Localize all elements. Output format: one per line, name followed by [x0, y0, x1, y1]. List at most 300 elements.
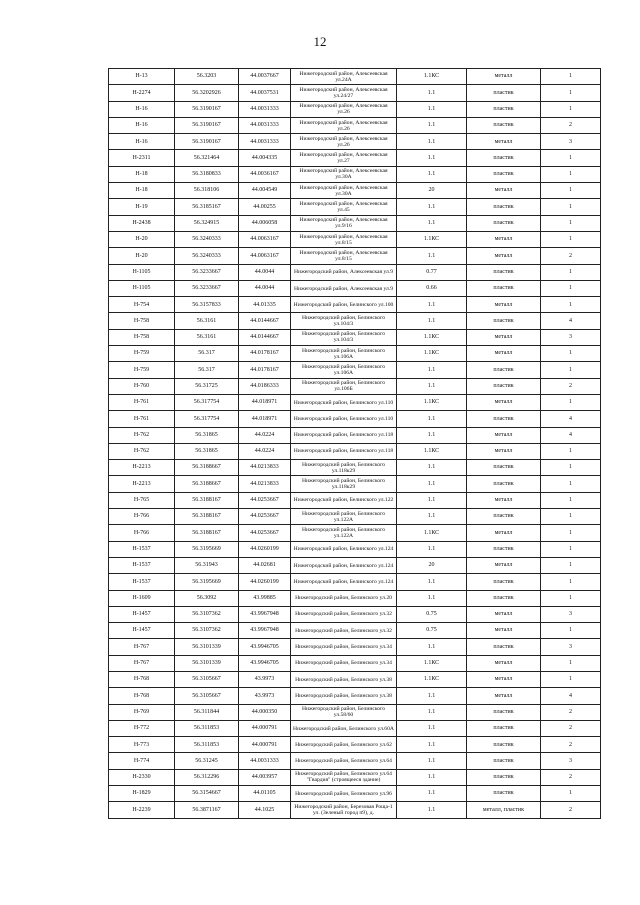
table-row: [109, 117, 601, 133]
count-cell: 1: [541, 671, 601, 687]
address-cell: Нижегородский район, Белинского ул.106А: [291, 362, 397, 378]
address-cell: Нижегородский район, Белинского ул.38: [291, 671, 397, 687]
longitude-cell: 43.9946705: [239, 655, 291, 671]
material-cell: металл: [467, 623, 541, 639]
site-id-cell: Н-766: [109, 509, 175, 525]
address-cell: Нижегородский район, Алексеевская ул.8/15: [291, 248, 397, 264]
site-id-cell: Н-16: [109, 117, 175, 133]
material-cell: металл: [467, 183, 541, 199]
site-id-cell: Н-16: [109, 134, 175, 150]
longitude-cell: 44.1025: [239, 802, 291, 818]
address-cell: Нижегородский район, Алексеевская ул.24А: [291, 69, 397, 85]
material-cell: металл: [467, 231, 541, 247]
latitude-cell: 56.324915: [175, 215, 239, 231]
volume-cell: 1.1: [397, 786, 467, 802]
latitude-cell: 56.3188167: [175, 492, 239, 508]
material-cell: пластик: [467, 590, 541, 606]
volume-cell: 1.1: [397, 737, 467, 753]
longitude-cell: 44.018971: [239, 411, 291, 427]
material-cell: пластик: [467, 150, 541, 166]
address-cell: Нижегородский район, Алексеевская ул.8/15: [291, 231, 397, 247]
site-id-cell: Н-768: [109, 688, 175, 704]
address-cell: Нижегородский район, Белинского ул.104/3: [291, 329, 397, 345]
table-row: [109, 101, 601, 117]
table-row: [109, 574, 601, 590]
count-cell: 1: [541, 166, 601, 182]
volume-cell: 1.1КС: [397, 443, 467, 459]
count-cell: 1: [541, 476, 601, 492]
longitude-cell: 44.0044: [239, 280, 291, 296]
latitude-cell: 56.31865: [175, 443, 239, 459]
volume-cell: 1.1: [397, 541, 467, 557]
volume-cell: 1.1КС: [397, 671, 467, 687]
longitude-cell: 44.0178167: [239, 362, 291, 378]
site-id-cell: Н-1537: [109, 574, 175, 590]
count-cell: 3: [541, 753, 601, 769]
table-row: [109, 557, 601, 573]
count-cell: 3: [541, 329, 601, 345]
latitude-cell: 56.312296: [175, 769, 239, 785]
longitude-cell: 44.0063167: [239, 231, 291, 247]
longitude-cell: 44.0037531: [239, 85, 291, 101]
material-cell: пластик: [467, 574, 541, 590]
material-cell: пластик: [467, 215, 541, 231]
latitude-cell: 56.317754: [175, 394, 239, 410]
address-cell: Нижегородский район, Белинского ул.106А: [291, 346, 397, 362]
address-cell: Нижегородский район, Белинского ул.118к29: [291, 476, 397, 492]
site-id-cell: Н-1105: [109, 280, 175, 296]
table-row: [109, 476, 601, 492]
count-cell: 1: [541, 346, 601, 362]
latitude-cell: 56.311853: [175, 720, 239, 736]
volume-cell: 0.77: [397, 264, 467, 280]
site-id-cell: Н-758: [109, 329, 175, 345]
count-cell: 1: [541, 460, 601, 476]
latitude-cell: 56.31725: [175, 378, 239, 394]
site-id-cell: Н-18: [109, 166, 175, 182]
address-cell: Нижегородский район, Белинского ул.124: [291, 574, 397, 590]
count-cell: 1: [541, 199, 601, 215]
material-cell: металл: [467, 557, 541, 573]
latitude-cell: 56.311853: [175, 737, 239, 753]
table-row: [109, 199, 601, 215]
address-cell: Нижегородский район, Белинского ул.38: [291, 688, 397, 704]
material-cell: пластик: [467, 509, 541, 525]
longitude-cell: 44.000791: [239, 737, 291, 753]
table-row: [109, 737, 601, 753]
material-cell: металл: [467, 492, 541, 508]
latitude-cell: 56.311844: [175, 704, 239, 720]
count-cell: 1: [541, 264, 601, 280]
latitude-cell: 56.3105667: [175, 688, 239, 704]
material-cell: металл: [467, 346, 541, 362]
table-row: [109, 606, 601, 622]
longitude-cell: 44.0178167: [239, 346, 291, 362]
site-id-cell: Н-772: [109, 720, 175, 736]
table-row: [109, 786, 601, 802]
address-cell: Нижегородский район, Алексеевская ул.24/27: [291, 85, 397, 101]
count-cell: 1: [541, 590, 601, 606]
material-cell: металл: [467, 297, 541, 313]
address-cell: Нижегородский район, Алексеевская ул.9: [291, 280, 397, 296]
latitude-cell: 56.318106: [175, 183, 239, 199]
volume-cell: 1.1: [397, 117, 467, 133]
volume-cell: 1.1: [397, 688, 467, 704]
volume-cell: 1.1: [397, 639, 467, 655]
site-id-cell: Н-16: [109, 101, 175, 117]
material-cell: пластик: [467, 639, 541, 655]
volume-cell: 1.1: [397, 769, 467, 785]
site-id-cell: Н-2213: [109, 476, 175, 492]
latitude-cell: 56.3202926: [175, 85, 239, 101]
site-id-cell: Н-758: [109, 313, 175, 329]
site-id-cell: Н-767: [109, 639, 175, 655]
address-cell: Нижегородский район, Алексеевская ул.30А: [291, 166, 397, 182]
latitude-cell: 56.317: [175, 362, 239, 378]
address-cell: Нижегородский район, Белинского ул.118к29: [291, 460, 397, 476]
count-cell: 2: [541, 704, 601, 720]
table-row: [109, 720, 601, 736]
volume-cell: 1.1: [397, 313, 467, 329]
site-id-cell: Н-18: [109, 183, 175, 199]
longitude-cell: 44.006058: [239, 215, 291, 231]
longitude-cell: 44.01105: [239, 786, 291, 802]
volume-cell: 1.1КС: [397, 69, 467, 85]
longitude-cell: 44.0063167: [239, 248, 291, 264]
material-cell: пластик: [467, 166, 541, 182]
count-cell: 1: [541, 509, 601, 525]
material-cell: пластик: [467, 117, 541, 133]
site-id-cell: Н-2330: [109, 769, 175, 785]
longitude-cell: 43.9973: [239, 671, 291, 687]
site-id-cell: Н-759: [109, 346, 175, 362]
longitude-cell: 44.000350: [239, 704, 291, 720]
volume-cell: 1.1: [397, 362, 467, 378]
longitude-cell: 44.0031333: [239, 117, 291, 133]
material-cell: пластик: [467, 280, 541, 296]
latitude-cell: 56.3871167: [175, 802, 239, 818]
count-cell: 1: [541, 574, 601, 590]
table-row: [109, 231, 601, 247]
count-cell: 4: [541, 427, 601, 443]
material-cell: пластик: [467, 411, 541, 427]
address-cell: Нижегородский район, Белинского ул.122А: [291, 509, 397, 525]
material-cell: пластик: [467, 786, 541, 802]
table-row: [109, 688, 601, 704]
latitude-cell: 56.3185167: [175, 199, 239, 215]
address-cell: Нижегородский район, Белинского ул.64: [291, 753, 397, 769]
table-row: [109, 166, 601, 182]
site-id-cell: Н-1829: [109, 786, 175, 802]
address-cell: Нижегородский район, Белинского ул.106Б: [291, 378, 397, 394]
material-cell: металл: [467, 248, 541, 264]
count-cell: 1: [541, 280, 601, 296]
longitude-cell: 44.0224: [239, 427, 291, 443]
address-cell: Нижегородский район, Белинского ул.34: [291, 639, 397, 655]
longitude-cell: 44.0031333: [239, 101, 291, 117]
volume-cell: 1.1: [397, 215, 467, 231]
count-cell: 1: [541, 557, 601, 573]
latitude-cell: 56.3154667: [175, 786, 239, 802]
longitude-cell: 44.0213833: [239, 460, 291, 476]
longitude-cell: 44.01335: [239, 297, 291, 313]
material-cell: металл: [467, 655, 541, 671]
address-cell: Нижегородский район, Белинского ул.32: [291, 623, 397, 639]
material-cell: металл: [467, 606, 541, 622]
material-cell: пластик: [467, 704, 541, 720]
volume-cell: 1.1: [397, 704, 467, 720]
count-cell: 1: [541, 541, 601, 557]
site-id-cell: Н-769: [109, 704, 175, 720]
count-cell: 2: [541, 802, 601, 818]
volume-cell: 1.1: [397, 150, 467, 166]
table-row: [109, 769, 601, 785]
volume-cell: 20: [397, 183, 467, 199]
site-id-cell: Н-2213: [109, 460, 175, 476]
table-row: [109, 443, 601, 459]
material-cell: металл: [467, 69, 541, 85]
latitude-cell: 56.3107362: [175, 606, 239, 622]
material-cell: пластик: [467, 199, 541, 215]
site-id-cell: Н-1537: [109, 557, 175, 573]
latitude-cell: 56.3105667: [175, 671, 239, 687]
site-id-cell: Н-2274: [109, 85, 175, 101]
material-cell: металл: [467, 134, 541, 150]
volume-cell: 1.1: [397, 199, 467, 215]
longitude-cell: 44.003957: [239, 769, 291, 785]
volume-cell: 1.1КС: [397, 394, 467, 410]
longitude-cell: 44.0144667: [239, 329, 291, 345]
site-id-cell: Н-768: [109, 671, 175, 687]
longitude-cell: 44.0186333: [239, 378, 291, 394]
count-cell: 3: [541, 639, 601, 655]
address-cell: Нижегородский район, Белинского ул.118: [291, 443, 397, 459]
volume-cell: 1.1: [397, 166, 467, 182]
site-id-cell: Н-2438: [109, 215, 175, 231]
count-cell: 1: [541, 492, 601, 508]
table-row: [109, 671, 601, 687]
table-row: [109, 639, 601, 655]
table-row: [109, 753, 601, 769]
material-cell: пластик: [467, 541, 541, 557]
longitude-cell: 43.9967948: [239, 623, 291, 639]
address-cell: Нижегородский район, Белинского ул.60А: [291, 720, 397, 736]
count-cell: 1: [541, 215, 601, 231]
longitude-cell: 43.9946705: [239, 639, 291, 655]
site-id-cell: Н-759: [109, 362, 175, 378]
material-cell: пластик: [467, 476, 541, 492]
address-cell: Нижегородский район, Белинского ул.20: [291, 590, 397, 606]
latitude-cell: 56.3190167: [175, 134, 239, 150]
volume-cell: 1.1: [397, 427, 467, 443]
table-row: [109, 492, 601, 508]
count-cell: 4: [541, 411, 601, 427]
longitude-cell: 44.00255: [239, 199, 291, 215]
site-id-cell: Н-2239: [109, 802, 175, 818]
count-cell: 1: [541, 655, 601, 671]
address-cell: Нижегородский район, Белинского ул.62: [291, 737, 397, 753]
count-cell: 1: [541, 297, 601, 313]
latitude-cell: 56.317754: [175, 411, 239, 427]
latitude-cell: 56.3190167: [175, 101, 239, 117]
address-cell: Нижегородский район, Белинского ул.110: [291, 411, 397, 427]
count-cell: 2: [541, 378, 601, 394]
table-row: [109, 183, 601, 199]
material-cell: металл: [467, 688, 541, 704]
longitude-cell: 44.0260199: [239, 541, 291, 557]
volume-cell: 1.1: [397, 492, 467, 508]
longitude-cell: 44.0253667: [239, 525, 291, 541]
latitude-cell: 56.3240333: [175, 248, 239, 264]
site-id-cell: Н-761: [109, 411, 175, 427]
count-cell: 2: [541, 769, 601, 785]
site-id-cell: Н-760: [109, 378, 175, 394]
material-cell: металл: [467, 443, 541, 459]
longitude-cell: 44.0224: [239, 443, 291, 459]
address-cell: Нижегородский район, Алексеевская ул.45: [291, 199, 397, 215]
volume-cell: 1.1: [397, 476, 467, 492]
table-row: [109, 590, 601, 606]
latitude-cell: 56.3157833: [175, 297, 239, 313]
table-row: [109, 509, 601, 525]
site-id-cell: Н-20: [109, 231, 175, 247]
address-cell: Нижегородский район, Березовая Роща-1 ул. (Зеленый город п9), д.: [291, 802, 397, 818]
table-row: [109, 150, 601, 166]
address-cell: Нижегородский район, Алексеевская ул.27: [291, 150, 397, 166]
address-cell: Нижегородский район, Белинского ул.124: [291, 557, 397, 573]
site-id-cell: Н-1105: [109, 264, 175, 280]
address-cell: Нижегородский район, Алексеевская ул.30А: [291, 183, 397, 199]
volume-cell: 1.1: [397, 720, 467, 736]
count-cell: 1: [541, 69, 601, 85]
container-register-table: [108, 68, 601, 819]
latitude-cell: 56.3203: [175, 69, 239, 85]
site-id-cell: Н-773: [109, 737, 175, 753]
site-id-cell: Н-774: [109, 753, 175, 769]
volume-cell: 1.1: [397, 248, 467, 264]
latitude-cell: 56.3092: [175, 590, 239, 606]
address-cell: Нижегородский район, Белинского ул.34: [291, 655, 397, 671]
volume-cell: 0.75: [397, 623, 467, 639]
volume-cell: 0.66: [397, 280, 467, 296]
count-cell: 2: [541, 720, 601, 736]
longitude-cell: 44.02681: [239, 557, 291, 573]
table-row: [109, 346, 601, 362]
count-cell: 1: [541, 443, 601, 459]
address-cell: Нижегородский район, Белинского ул.122: [291, 492, 397, 508]
count-cell: 2: [541, 737, 601, 753]
table-row: [109, 248, 601, 264]
longitude-cell: 43.9973: [239, 688, 291, 704]
latitude-cell: 56.3233667: [175, 264, 239, 280]
count-cell: 1: [541, 150, 601, 166]
latitude-cell: 56.3180833: [175, 166, 239, 182]
material-cell: металл: [467, 671, 541, 687]
count-cell: 3: [541, 134, 601, 150]
site-id-cell: Н-766: [109, 525, 175, 541]
longitude-cell: 44.0031333: [239, 753, 291, 769]
volume-cell: 1.1: [397, 753, 467, 769]
volume-cell: 20: [397, 557, 467, 573]
table-row: [109, 623, 601, 639]
volume-cell: 1.1КС: [397, 346, 467, 362]
count-cell: 4: [541, 688, 601, 704]
longitude-cell: 44.018971: [239, 394, 291, 410]
count-cell: 1: [541, 362, 601, 378]
table-row: [109, 329, 601, 345]
volume-cell: 1.1: [397, 411, 467, 427]
longitude-cell: 44.000791: [239, 720, 291, 736]
material-cell: пластик: [467, 85, 541, 101]
address-cell: Нижегородский район, Алексеевская ул.9/16: [291, 215, 397, 231]
latitude-cell: 56.3161: [175, 313, 239, 329]
site-id-cell: Н-19: [109, 199, 175, 215]
table-row: [109, 427, 601, 443]
volume-cell: 1.1: [397, 590, 467, 606]
material-cell: металл, пластик: [467, 802, 541, 818]
material-cell: металл: [467, 525, 541, 541]
longitude-cell: 44.0253667: [239, 509, 291, 525]
longitude-cell: 44.0253667: [239, 492, 291, 508]
latitude-cell: 56.3233667: [175, 280, 239, 296]
table-row: [109, 460, 601, 476]
latitude-cell: 56.3190167: [175, 117, 239, 133]
table-row: [109, 704, 601, 720]
table-row: [109, 85, 601, 101]
site-id-cell: Н-13: [109, 69, 175, 85]
page-number: 12: [313, 34, 327, 49]
material-cell: пластик: [467, 720, 541, 736]
table-row: [109, 264, 601, 280]
table-row: [109, 378, 601, 394]
address-cell: Нижегородский район, Алексеевская ул.26: [291, 134, 397, 150]
site-id-cell: Н-761: [109, 394, 175, 410]
longitude-cell: 44.0036167: [239, 166, 291, 182]
table-row: [109, 297, 601, 313]
volume-cell: 1.1КС: [397, 329, 467, 345]
count-cell: 1: [541, 101, 601, 117]
volume-cell: 1.1КС: [397, 231, 467, 247]
material-cell: пластик: [467, 264, 541, 280]
latitude-cell: 56.31245: [175, 753, 239, 769]
latitude-cell: 56.3161: [175, 329, 239, 345]
site-id-cell: Н-765: [109, 492, 175, 508]
address-cell: Нижегородский район, Алексеевская ул.26: [291, 117, 397, 133]
longitude-cell: 43.99885: [239, 590, 291, 606]
address-cell: Нижегородский район, Алексеевская ул.26: [291, 101, 397, 117]
site-id-cell: Н-1537: [109, 541, 175, 557]
latitude-cell: 56.3188167: [175, 509, 239, 525]
longitude-cell: 44.0144667: [239, 313, 291, 329]
count-cell: 2: [541, 248, 601, 264]
material-cell: металл: [467, 427, 541, 443]
address-cell: Нижегородский район, Белинского ул.100: [291, 297, 397, 313]
count-cell: 1: [541, 85, 601, 101]
volume-cell: 1.1: [397, 85, 467, 101]
volume-cell: 1.1КС: [397, 655, 467, 671]
material-cell: пластик: [467, 460, 541, 476]
latitude-cell: 56.31943: [175, 557, 239, 573]
site-id-cell: Н-1457: [109, 606, 175, 622]
count-cell: 1: [541, 231, 601, 247]
address-cell: Нижегородский район, Белинского ул.110: [291, 394, 397, 410]
table-row: [109, 134, 601, 150]
material-cell: пластик: [467, 737, 541, 753]
site-id-cell: Н-762: [109, 427, 175, 443]
table-row: [109, 280, 601, 296]
address-cell: Нижегородский район, Белинского ул.32: [291, 606, 397, 622]
site-id-cell: Н-1457: [109, 623, 175, 639]
